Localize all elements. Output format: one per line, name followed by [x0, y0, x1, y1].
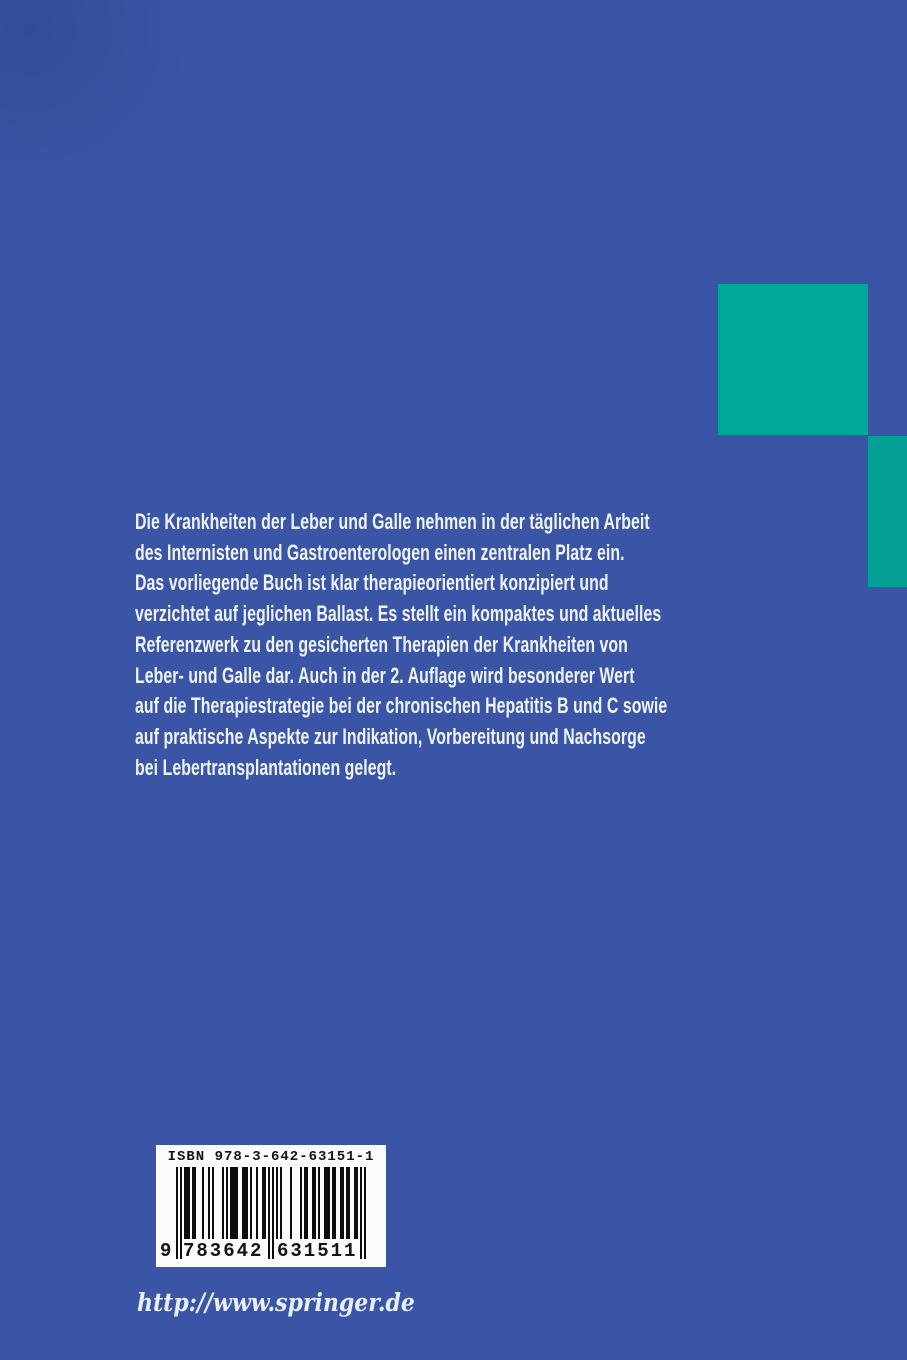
isbn-label: ISBN 978-3-642-63151-1	[167, 1149, 375, 1165]
publisher-url: http://www.springer.de	[137, 1288, 415, 1317]
teal-strip-decoration	[868, 436, 907, 587]
blurb-line: Referenzwerk zu den gesicherten Therapien der Krankheiten von	[135, 631, 628, 657]
barcode-digit-group: 631511	[277, 1240, 358, 1262]
blurb-line: auf die Therapiestrategie bei der chronischen Hepatitis B und C sowie	[135, 693, 668, 719]
isbn-barcode	[156, 1145, 386, 1267]
blurb-line: Das vorliegende Buch ist klar therapieorientiert konzipiert und	[135, 570, 609, 596]
blurb-line: bei Lebertransplantationen gelegt.	[135, 754, 397, 780]
barcode-digit-group: 9	[160, 1240, 174, 1262]
barcode-digits	[156, 1240, 386, 1264]
back-cover-blurb	[135, 507, 689, 783]
blurb-line: auf praktische Aspekte zur Indikation, Vorbereitung und Nachsorge	[135, 723, 646, 749]
teal-square-decoration	[718, 284, 868, 435]
corner-shadow-decoration	[0, 0, 220, 160]
blurb-line: verzichtet auf jeglichen Ballast. Es stellt ein kompaktes und aktuelles	[135, 601, 662, 627]
blurb-line: Leber- und Galle dar. Auch in der 2. Auflage wird besonderer Wert	[135, 662, 635, 688]
barcode-digit-group: 783642	[183, 1240, 264, 1262]
blurb-line: Die Krankheiten der Leber und Galle nehmen in der täglichen Arbeit	[135, 509, 650, 534]
blurb-line: des Internisten und Gastroenterologen einen zentralen Platz ein.	[135, 539, 625, 565]
